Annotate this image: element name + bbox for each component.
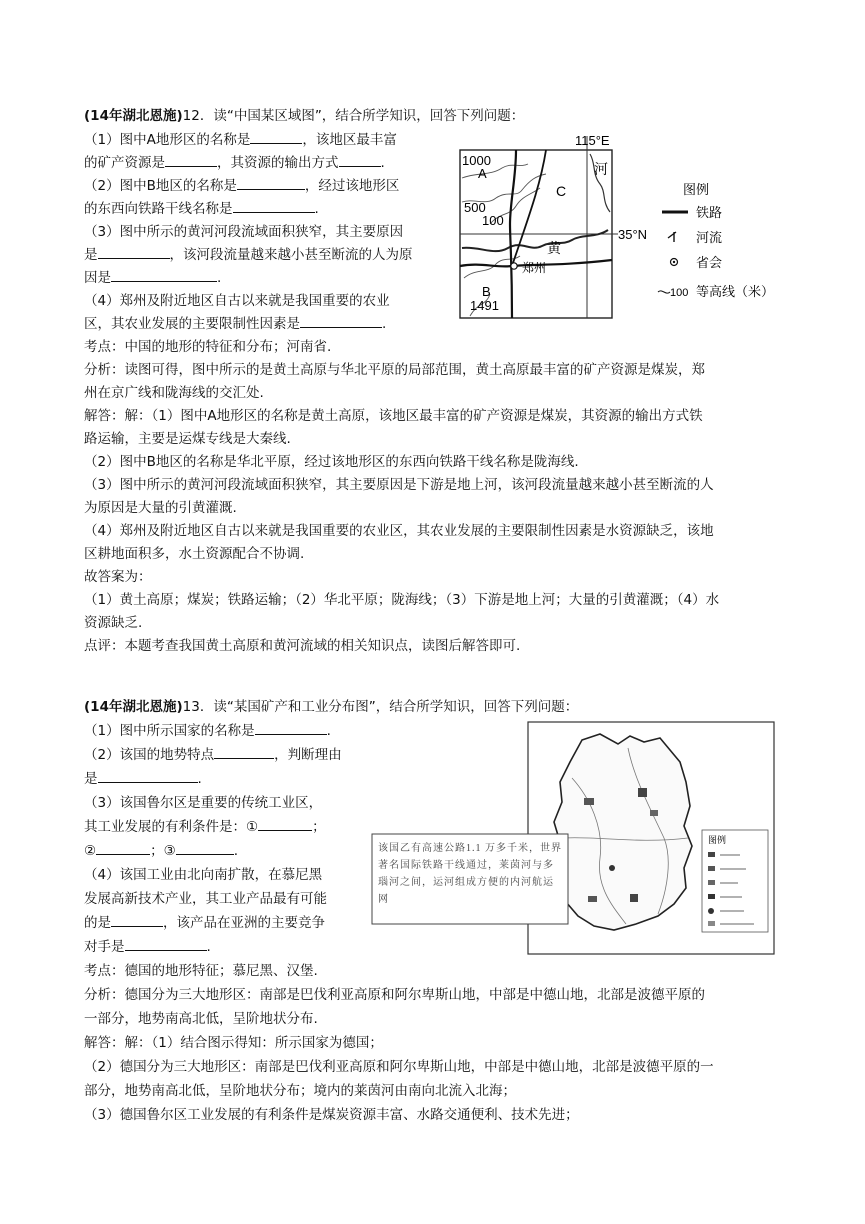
q12-part4-line1: （4）郑州及附近地区自古以来就是我国重要的农业 <box>84 293 390 309</box>
svg-text:等高线（米）: 等高线（米） <box>696 284 775 299</box>
q13-part3-line1: （3）该国鲁尔区是重要的传统工业区， <box>84 795 323 811</box>
q13-part4-line4: 对手是 . <box>84 939 211 955</box>
q12-source-tag: (14年湖北恩施) <box>84 108 183 124</box>
answer-blank[interactable] <box>176 842 234 855</box>
q13-jieda-4: （3）德国鲁尔区工业发展的有利条件是煤炭资源丰富、水路交通便利、技术先进； <box>84 1107 579 1123</box>
map-note: 该国乙有高速公路1.1 万多千米，世界著名国际铁路干线通过，莱茵河与多瑙河之间，运河组成方便的内河航运网 <box>378 843 562 905</box>
capital-marker <box>511 263 517 269</box>
q12-part3-line3: 因是 . <box>84 270 222 286</box>
svg-text:A: A <box>478 166 487 181</box>
answer-blank[interactable] <box>214 746 274 759</box>
q12-dianping: 点评：本题考查我国黄土高原和黄河流域的相关知识点，读图后解答即可. <box>84 638 521 654</box>
q13-stem-line <box>84 698 578 716</box>
svg-text:C: C <box>556 183 567 199</box>
answer-blank[interactable] <box>96 842 150 855</box>
svg-text:郑州: 郑州 <box>522 261 547 275</box>
q13-part3-line2: 其工业发展的有利条件是：① ； <box>84 819 326 835</box>
q13-part4-line2: 发展高新技术产业，其工业产品最有可能 <box>84 891 327 907</box>
q13-jieda-3: 部分，地势南高北低，呈阶地状分布；境内的莱茵河由南向北流入北海； <box>84 1083 516 1099</box>
svg-text:河流: 河流 <box>696 230 723 245</box>
answer-blank[interactable] <box>255 722 327 735</box>
q12-guda: 故答案为： <box>84 569 152 585</box>
q12-part2-line2: 的东西向铁路干线名称是 . <box>84 201 319 217</box>
q13-part2-line1: （2）该国的地势特点 ，判断理由 <box>84 747 342 763</box>
svg-text:100: 100 <box>670 287 689 299</box>
answer-blank[interactable] <box>111 269 217 282</box>
q13-jieda-1: 解答：解：（1）结合图示得知：所示国家为德国； <box>84 1035 383 1051</box>
answer-blank[interactable] <box>237 177 305 190</box>
svg-text:1491: 1491 <box>470 298 499 313</box>
q13-fenxi-1: 分析：德国分为三大地形区：南部是巴伐利亚高原和阿尔卑斯山地，中部是中德山地，北部是波德平原的 <box>84 987 705 1003</box>
q12-part4-line2: 区，其农业发展的主要限制性因素是 . <box>84 316 387 332</box>
answer-blank[interactable] <box>339 154 381 167</box>
answer-blank[interactable] <box>98 770 198 783</box>
q13-part4-line1: （4）该国工业由北向南扩散，在慕尼黑 <box>84 867 323 883</box>
svg-text:500: 500 <box>464 200 486 215</box>
answer-blank[interactable] <box>300 315 382 328</box>
yellow-river <box>462 230 608 251</box>
q12-jieda-7: 区耕地面积多，水土资源配合不协调. <box>84 546 305 562</box>
q12-jieda-3: （2）图中B地区的名称是华北平原，经过该地形区的东西向铁路干线名称是陇海线. <box>84 454 579 470</box>
svg-text:省会: 省会 <box>696 255 723 270</box>
q13-part2-line2: 是 . <box>84 771 202 787</box>
svg-text:图例: 图例 <box>683 182 710 197</box>
q13-part4-line3: 的是 ，该产品在亚洲的主要竞争 <box>84 915 325 931</box>
svg-text:河: 河 <box>594 161 608 177</box>
svg-text:黄: 黄 <box>547 240 561 256</box>
q13-stem: 13．读“某国矿产和工业分布图”，结合所学知识，回答下列问题： <box>182 699 579 715</box>
q12-part1-line1: （1）图中A地形区的名称是 ，该地区最丰富 <box>84 132 397 148</box>
svg-text:铁路: 铁路 <box>696 205 723 220</box>
q12-region-map <box>450 128 786 324</box>
answer-blank[interactable] <box>125 938 207 951</box>
q13-part3-line3: ② ；③ . <box>84 843 239 859</box>
germany-map-legend <box>702 830 768 932</box>
q12-part1-line2: 的矿产资源是 ，其资源的输出方式 . <box>84 155 385 171</box>
lon-label: 115°E <box>575 133 610 148</box>
q12-jieda-4: （3）图中所示的黄河河段流域面积狭窄，其主要原因是下游是地上河，该河段流量越来越小甚至断流的人 <box>84 477 714 493</box>
answer-blank[interactable] <box>250 131 302 144</box>
q12-jieda-5: 为原因是大量的引黄灌溉. <box>84 500 237 516</box>
q12-stem-line <box>84 107 524 125</box>
answer-blank[interactable] <box>98 246 170 259</box>
q12-fenxi-1: 分析：读图可得，图中所示的是黄土高原与华北平原的局部范围，黄土高原最丰富的矿产资源是煤炭，郑 <box>84 362 705 378</box>
q12-fenxi-2: 州在京广线和陇海线的交汇处. <box>84 385 264 401</box>
q13-source-tag: (14年湖北恩施) <box>84 699 183 715</box>
q13-germany-map <box>368 718 782 958</box>
q12-jieda-2: 路运输，主要是运煤专线是大秦线. <box>84 431 291 447</box>
country-outline <box>554 734 692 930</box>
lat-label: 35°N <box>618 227 648 242</box>
q12-jieda-6: （4）郑州及附近地区自古以来就是我国重要的农业区，其农业发展的主要限制性因素是水资源缺乏，该地 <box>84 523 714 539</box>
svg-text:100: 100 <box>482 213 504 228</box>
q12-part3-line2: 是 ，该河段流量越来越小甚至断流的人为原 <box>84 247 413 263</box>
answer-blank[interactable] <box>233 200 315 213</box>
answer-blank[interactable] <box>258 818 312 831</box>
q12-kaodian: 考点：中国的地形的特征和分布；河南省. <box>84 339 332 355</box>
map-legend <box>658 182 774 299</box>
q12-stem: 12．读“中国某区域图”，结合所学知识，回答下列问题： <box>182 108 525 124</box>
q13-jieda-2: （2）德国分为三大地形区：南部是巴伐利亚高原和阿尔卑斯山地，中部是中德山地，北部是波德平原的一 <box>84 1059 714 1075</box>
svg-text:1000: 1000 <box>462 153 491 168</box>
q12-answer-1: （1）黄土高原；煤炭；铁路运输；（2）华北平原；陇海线；（3）下游是地上河；大量的引黄灌溉；（4）水 <box>84 592 720 608</box>
answer-blank[interactable] <box>165 154 217 167</box>
q12-answer-2: 资源缺乏. <box>84 615 143 631</box>
q12-part3-line1: （3）图中所示的黄河河段流域面积狭窄，其主要原因 <box>84 224 404 240</box>
q12-jieda-1: 解答：解：（1）图中A地形区的名称是黄土高原，该地区最丰富的矿产资源是煤炭，其资源的输出方式铁 <box>84 408 703 424</box>
svg-text:图例: 图例 <box>708 835 727 845</box>
q13-kaodian: 考点：德国的地形特征；慕尼黑、汉堡. <box>84 963 318 979</box>
q13-part1: （1）图中所示国家的名称是 . <box>84 723 331 739</box>
answer-blank[interactable] <box>111 914 163 927</box>
q13-fenxi-2: 一部分，地势南高北低，呈阶地状分布. <box>84 1011 318 1027</box>
svg-text:B: B <box>482 284 491 299</box>
q12-part2-line1: （2）图中B地区的名称是 ，经过该地形区 <box>84 178 400 194</box>
